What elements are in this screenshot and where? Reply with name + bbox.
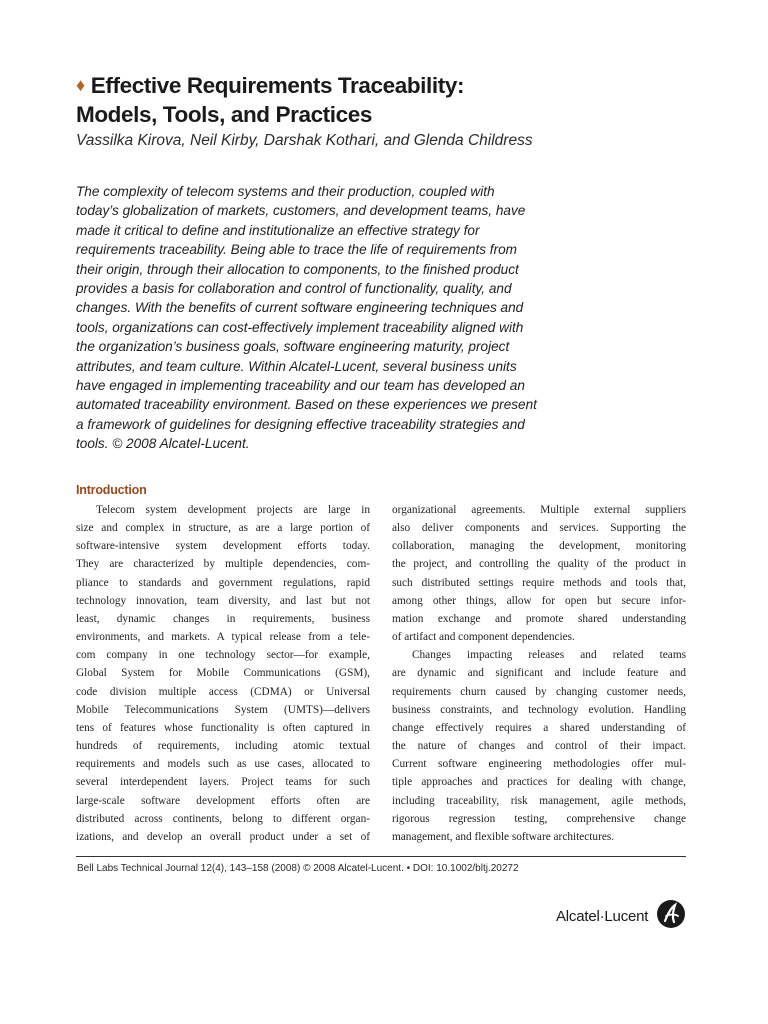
body-line: several interdependent layers. Project teams for such <box>76 776 370 789</box>
body-line: They are characterized by multiple dependencies, com- <box>76 558 370 571</box>
section-heading-introduction: Introduction <box>76 483 147 497</box>
abstract-line: provides a basis for collaboration and control of functionality, quality, and <box>76 281 512 297</box>
body-line: of artifact and component dependencies. <box>392 631 575 644</box>
body-line: software-intensive system development efforts today. <box>76 540 370 553</box>
body-line: Global System for Mobile Communications (GSM), <box>76 667 370 680</box>
body-line: com company in one technology sector—for example, <box>76 649 370 662</box>
body-line: Current software engineering methodologies offer mul- <box>392 758 686 771</box>
body-line: technology innovation, team diversity, and last but not <box>76 594 370 607</box>
body-line: including traceability, risk management, agile methods, <box>392 794 686 807</box>
body-line: the project, and controlling the quality of the product in <box>392 558 686 571</box>
body-line: tiple approaches and practices for dealing with change, <box>392 776 686 789</box>
abstract-line: The complexity of telecom systems and their production, coupled with <box>76 184 495 199</box>
body-line: izations, and develop an overall product under a set of <box>76 830 370 843</box>
alcatel-lucent-logo <box>556 899 686 933</box>
body-line: distributed across continents, belong to different organ- <box>76 812 370 825</box>
body-line: management, and flexible software architectures. <box>392 830 615 843</box>
body-line: among other things, allow for open but secure infor- <box>392 594 686 607</box>
body-line: change effectively requires a shared understanding of <box>392 721 686 734</box>
title-text-1: Effective Requirements Traceability: <box>90 73 465 98</box>
logo-wordmark: Alcatel·Lucent <box>556 907 649 925</box>
footer-divider <box>76 856 686 857</box>
abstract-line: changes. With the benefits of current software engineering techniques and <box>76 300 524 316</box>
abstract-line: have engaged in implementing traceability and our team has developed an <box>76 378 525 394</box>
abstract-line: requirements traceability. Being able to trace the life of requirements from <box>76 242 517 258</box>
citation-footer: Bell Labs Technical Journal 12(4), 143–158 (2008) © 2008 Alcatel-Lucent. • DOI: 10.1002/bltj.20272 <box>77 863 519 874</box>
abstract <box>76 182 692 454</box>
abstract-line: tools. © 2008 Alcatel-Lucent. <box>76 436 250 452</box>
body-line: code division multiple access (CDMA) or Universal <box>76 685 370 698</box>
title-line-2: Models, Tools, and Practices <box>76 102 372 127</box>
body-line: Telecom system development projects are large in <box>96 504 370 516</box>
abstract-line: their origin, through their allocation to components, to the finished product <box>76 261 519 277</box>
abstract-line: today’s globalization of markets, customers, and development teams, have <box>76 203 526 219</box>
body-line: are dynamic and significant and include feature and <box>392 667 686 680</box>
abstract-line: automated traceability environment. Based on these experiences we present <box>76 397 537 413</box>
body-line: mation exchange and promote shared understanding <box>392 612 686 625</box>
body-line: organizational agreements. Multiple external suppliers <box>392 504 686 516</box>
body-line: Changes impacting releases and related teams <box>412 649 686 662</box>
body-line: pliance to standards and government regulations, rapid <box>76 576 370 589</box>
body-line: tens of features whose functionality is often captured in <box>76 721 370 734</box>
body-line: also deliver components and services. Supporting the <box>392 522 686 535</box>
abstract-line: attributes, and team culture. Within Alcatel-Lucent, several business units <box>76 358 517 374</box>
body-line: collaboration, managing the development, monitoring <box>392 540 686 553</box>
body-column-right <box>392 501 686 846</box>
body-line: requirements churn caused by changing customer needs, <box>392 685 686 698</box>
title-line-1 <box>76 72 716 101</box>
abstract-line: a framework of guidelines for designing effective traceability strategies and <box>76 416 525 432</box>
article-title <box>76 72 716 129</box>
body-line: rigorous regression testing, comprehensive change <box>392 812 686 825</box>
abstract-line: made it critical to define and institutionalize an effective strategy for <box>76 222 480 238</box>
body-line: requirements and models such as use cases, allocated to <box>76 758 370 771</box>
body-line: such distributed settings require methods and tools that, <box>392 576 686 589</box>
alcatel-lucent-swirl-icon <box>656 899 686 934</box>
body-line: size and complex in structure, as are a large portion of <box>76 522 370 535</box>
body-line: least, dynamic changes in requirements, business <box>76 612 370 625</box>
body-line: business constraints, and technology evolution. Handling <box>392 703 686 716</box>
diamond-bullet-icon: ♦ <box>76 75 85 95</box>
body-line: Mobile Telecommunications System (UMTS)—delivers <box>76 703 370 716</box>
body-line: the nature of changes and control of their impact. <box>392 740 686 753</box>
body-column-left <box>76 501 370 846</box>
body-line: environments, and markets. A typical release from a tele- <box>76 631 370 644</box>
abstract-line: tools, organizations can cost-effectively implement traceability aligned with <box>76 319 524 335</box>
abstract-line: the organization’s business goals, software engineering maturity, project <box>76 339 510 355</box>
body-line: hundreds of requirements, including atomic textual <box>76 740 370 753</box>
body-line: large-scale software development efforts often are <box>76 794 370 807</box>
authors-line: Vassilka Kirova, Neil Kirby, Darshak Kothari, and Glenda Childress <box>76 132 533 149</box>
